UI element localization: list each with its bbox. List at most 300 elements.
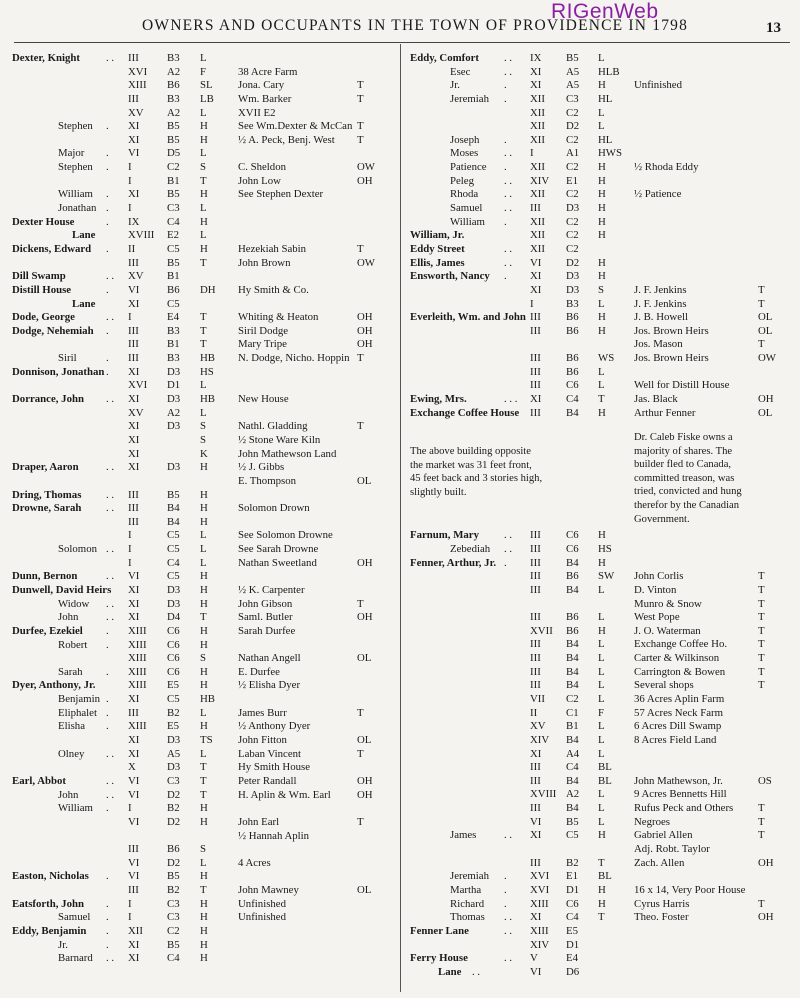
occupant: J. F. Jenkins [634, 283, 687, 296]
ward: III [530, 311, 541, 324]
occupant: Jos. Brown Heirs [634, 324, 709, 337]
leader-dots: . [504, 92, 507, 105]
ward: III [530, 542, 541, 555]
ward: XIII [530, 897, 549, 910]
leader-dots: . [106, 120, 109, 133]
entry-row [408, 120, 794, 134]
ward: VI [128, 788, 140, 801]
leader-dots: . [504, 870, 507, 883]
ward: III [128, 884, 139, 897]
entry-row [408, 857, 794, 871]
plat: D2 [167, 815, 181, 828]
ward: XII [530, 188, 545, 201]
class-code: L [200, 543, 207, 556]
occupant: 38 Acre Farm [238, 65, 298, 78]
ward: III [128, 843, 139, 856]
class-code: H [200, 815, 208, 828]
entry-row [10, 816, 395, 830]
class-code: S [200, 420, 207, 433]
note-line: tried, convicted and hung [634, 486, 742, 498]
leader-dots: . [106, 283, 109, 296]
class-code: T [200, 788, 207, 801]
tenure-code: OH [357, 788, 373, 801]
tenure-code: OH [758, 393, 774, 406]
leader-dots: . [106, 706, 109, 719]
plat: C5 [167, 543, 180, 556]
plat: B6 [566, 352, 579, 365]
occupant: West Pope [634, 611, 680, 624]
leader-dots: . [504, 79, 507, 92]
class-code: H [598, 311, 606, 324]
tenure-code: OS [758, 774, 772, 787]
entry-row [408, 870, 794, 884]
class-code: L [598, 365, 605, 378]
plat: B6 [167, 79, 180, 92]
class-code: H [598, 556, 606, 569]
plat: A5 [566, 65, 580, 78]
tenure-code: T [357, 92, 364, 105]
entry-name: Dexter House [12, 215, 75, 228]
ward: VI [128, 856, 140, 869]
occupant: John Mathewson Land [238, 447, 337, 460]
leader-dots: . [106, 665, 109, 678]
tenure-code: OH [357, 174, 373, 187]
class-code: L [200, 706, 207, 719]
class-code: HLB [598, 65, 620, 78]
occupant: John Brown [238, 256, 291, 269]
entry-row [408, 707, 794, 721]
ward: XV [128, 106, 144, 119]
tenure-code: OH [357, 611, 373, 624]
entry-row [10, 775, 395, 789]
leader-dots: . . [504, 952, 513, 965]
ward: I [128, 802, 132, 815]
ward: XI [530, 911, 542, 924]
plat: D3 [167, 583, 181, 596]
note-line: the market was 31 feet front, [410, 459, 532, 471]
entry-row [10, 748, 395, 762]
ward: XV [128, 406, 144, 419]
ward: II [128, 242, 136, 255]
class-code: L [598, 747, 605, 760]
entry-name: Joseph [450, 133, 480, 146]
entry-row [10, 284, 395, 298]
plat: B3 [566, 297, 579, 310]
occupant: XVII E2 [238, 106, 276, 119]
class-code: H [598, 829, 606, 842]
occupant: John Gibson [238, 597, 293, 610]
entry-name: Easton, Nicholas [12, 870, 89, 883]
occupant: 9 Acres Bennetts Hill [634, 788, 727, 801]
entry-name: Robert [58, 638, 88, 651]
entry-name: Farnum, Mary [410, 529, 479, 542]
ward: XII [530, 229, 545, 242]
class-code: HB [200, 393, 215, 406]
class-code: SL [200, 79, 213, 92]
ward: XI [128, 120, 140, 133]
entry-row [10, 584, 395, 598]
ward: XII [128, 925, 143, 937]
class-code: H [200, 570, 208, 583]
leader-dots: . . [106, 570, 115, 583]
plat: D3 [566, 283, 580, 296]
leader-dots: . . [504, 529, 513, 542]
ward: IX [530, 52, 542, 64]
entry-row [10, 216, 395, 230]
occupant: 4 Acres [238, 856, 271, 869]
ward: XII [530, 133, 545, 146]
entry-row [408, 911, 794, 925]
entry-row [10, 529, 395, 543]
occupant: Exchange Coffee Ho. [634, 638, 728, 651]
ward: VI [530, 965, 542, 978]
entry-row [10, 789, 395, 803]
plat: D1 [566, 883, 580, 896]
ward: V [530, 952, 538, 965]
entry-name: Dyer, Anthony, Jr. [12, 679, 96, 692]
ward: III [128, 488, 139, 501]
entry-name: Jeremiah [450, 92, 489, 105]
class-code: L [598, 733, 605, 746]
entry-name: Everleith, Wm. and John [410, 311, 526, 324]
class-code: LB [200, 92, 214, 105]
entry-name: William [58, 188, 93, 201]
tenure-code: OH [758, 911, 774, 924]
ward: XI [530, 747, 542, 760]
occupant: Siril Dodge [238, 324, 289, 337]
plat: B3 [167, 324, 180, 337]
leader-dots: . . [106, 774, 115, 787]
entry-row [408, 775, 794, 789]
leader-dots: . . [106, 597, 115, 610]
note-line: majority of shares. The [634, 445, 733, 457]
entry-row [10, 884, 395, 898]
entry-row [408, 379, 794, 393]
occupant: Carrington & Bowen [634, 665, 726, 678]
occupant: D. Vinton [634, 583, 677, 596]
entry-row [408, 393, 794, 407]
ward: XVI [128, 65, 148, 78]
entry-name: Dunwell, David Heirs [12, 583, 112, 596]
class-code: L [200, 52, 207, 64]
occupant: J. O. Waterman [634, 624, 701, 637]
entry-row [408, 257, 794, 271]
entry-row [408, 638, 794, 652]
leader-dots: . [106, 693, 109, 706]
plat: C3 [167, 897, 180, 910]
tenure-code: OL [357, 652, 372, 665]
plat: B5 [167, 938, 180, 951]
entry-name: Eddy Street [410, 242, 465, 255]
plat: A2 [167, 65, 181, 78]
class-code: T [598, 856, 605, 869]
note-line: 45 feet back and 3 stories high, [410, 473, 543, 485]
entry-row [10, 175, 395, 189]
ward: XI [128, 938, 140, 951]
page-title: OWNERS AND OCCUPANTS IN THE TOWN OF PROVIDENCE IN 1798 [142, 17, 689, 34]
plat: C2 [566, 133, 579, 146]
class-code: T [598, 393, 605, 406]
plat: C2 [566, 692, 579, 705]
entry-name: Jonathan [58, 202, 97, 215]
ward: XIII [128, 720, 147, 733]
ward: IX [128, 215, 140, 228]
plat: B4 [566, 665, 579, 678]
note-line: Dr. Caleb Fiske owns a [634, 432, 733, 443]
entry-row [408, 107, 794, 121]
note-line: Government. [634, 513, 690, 525]
class-code: L [598, 297, 605, 310]
ward: XI [128, 447, 140, 460]
entry-name: Dring, Thomas [12, 488, 82, 501]
leader-dots: . . [106, 747, 115, 760]
ward: XI [530, 65, 542, 78]
leader-dots: . . [504, 242, 513, 255]
plat: B6 [566, 624, 579, 637]
plat: B4 [566, 638, 579, 651]
occupant: H. Aplin & Wm. Earl [238, 788, 331, 801]
ward: XII [530, 215, 545, 228]
occupant: John Mawney [238, 884, 299, 897]
entry-row [408, 666, 794, 680]
entry-name: Drowne, Sarah [12, 502, 82, 515]
class-code: L [200, 747, 207, 760]
entry-row [10, 939, 395, 953]
occupant: Carter & Wilkinson [634, 652, 720, 665]
tenure-code: T [357, 120, 364, 133]
watermark-brand: RIGenWeb [551, 0, 659, 23]
entry-name: Lane [72, 297, 96, 310]
leader-dots: . . [106, 461, 115, 474]
leader-dots: . [504, 133, 507, 146]
tenure-code: OL [357, 474, 372, 487]
occupant: Several shops [634, 679, 694, 692]
entry-name: Jeremiah [450, 870, 489, 883]
entry-row [408, 338, 794, 352]
plat: B4 [167, 502, 180, 515]
ward: VI [128, 815, 140, 828]
class-code: L [598, 815, 605, 828]
entry-name: Lane [438, 965, 462, 978]
plat: C6 [566, 529, 579, 542]
ward: I [128, 202, 132, 215]
leader-dots: . [106, 215, 109, 228]
class-code: L [598, 52, 605, 64]
ward: I [530, 147, 534, 160]
class-code: BL [598, 774, 612, 787]
plat: C3 [167, 202, 180, 215]
leader-dots: . . [106, 543, 115, 556]
building-note [410, 445, 590, 499]
plat: C3 [566, 92, 579, 105]
entry-name: Ferry House [410, 952, 468, 965]
occupant: See Sarah Drowne [238, 543, 319, 556]
class-code: L [598, 638, 605, 651]
class-code: BL [598, 761, 612, 774]
tenure-code: T [758, 597, 765, 610]
class-code: H [200, 242, 208, 255]
plat: E4 [167, 311, 179, 324]
entry-row [408, 52, 794, 66]
leader-dots: . . [106, 311, 115, 324]
plat: C4 [167, 556, 180, 569]
leader-dots: . . [504, 147, 513, 160]
entry-name: Peleg [450, 174, 474, 187]
class-code: H [598, 229, 606, 242]
entry-row [408, 966, 794, 980]
occupant: Jos. Mason [634, 338, 683, 351]
entry-name: William, Jr. [410, 229, 465, 242]
occupant: Hy Smith & Co. [238, 283, 309, 296]
note-line: slightly built. [410, 486, 467, 498]
plat: B5 [167, 188, 180, 201]
header-rule [14, 42, 790, 43]
entry-row [10, 625, 395, 639]
class-code: H [598, 883, 606, 896]
leader-dots: . . [504, 829, 513, 842]
entry-row [10, 298, 395, 312]
leader-dots: . [106, 720, 109, 733]
entry-row [10, 93, 395, 107]
plat: A2 [167, 106, 181, 119]
entry-row [10, 830, 395, 844]
class-code: H [200, 120, 208, 133]
entry-row [10, 652, 395, 666]
plat: B4 [167, 515, 180, 528]
ward: III [530, 652, 541, 665]
entry-row [408, 843, 794, 857]
entry-row [10, 734, 395, 748]
ward: XIII [128, 638, 147, 651]
occupant: Unfinished [238, 897, 286, 910]
leader-dots: . . [504, 256, 513, 269]
class-code: L [598, 652, 605, 665]
ward: XI [530, 270, 542, 283]
entry-row [10, 134, 395, 148]
plat: B3 [167, 352, 180, 365]
entry-row [10, 352, 395, 366]
class-code: L [200, 147, 207, 160]
occupant: Adj. Robt. Taylor [634, 843, 710, 856]
ward: I [128, 311, 132, 324]
tenure-code: T [758, 829, 765, 842]
class-code: H [200, 488, 208, 501]
ward: XIII [128, 652, 147, 665]
entry-name: Olney [58, 747, 85, 760]
plat: C6 [167, 665, 180, 678]
entry-name: Eatsforth, John [12, 897, 84, 910]
entry-name: Major [58, 147, 85, 160]
class-code: H [200, 583, 208, 596]
note-line: committed treason, was [634, 472, 735, 484]
entry-row [10, 311, 395, 325]
tenure-code: OH [357, 311, 373, 324]
plat: E5 [566, 924, 578, 937]
class-code: HB [200, 352, 215, 365]
entry-row [408, 134, 794, 148]
occupant: 57 Acres Neck Farm [634, 706, 724, 719]
note-line: builder fled to Canada, [634, 459, 732, 471]
occupant: Unfinished [634, 79, 682, 92]
ward: VI [128, 774, 140, 787]
leader-dots: . [106, 911, 109, 924]
plat: C3 [167, 774, 180, 787]
entry-name: Durfee, Ezekiel [12, 624, 83, 637]
ward: III [530, 556, 541, 569]
class-code: H [598, 188, 606, 201]
plat: A2 [167, 406, 181, 419]
entry-row [408, 898, 794, 912]
plat: B5 [167, 133, 180, 146]
plat: C2 [167, 925, 180, 937]
plat: D1 [566, 938, 580, 951]
ward: XII [530, 120, 545, 133]
ward: VII [530, 692, 545, 705]
plat: C6 [167, 638, 180, 651]
tenure-code: T [357, 815, 364, 828]
occupant: 8 Acres Field Land [634, 733, 717, 746]
plat: C3 [167, 911, 180, 924]
entry-row [10, 107, 395, 121]
ward: XII [530, 161, 545, 174]
plat: C2 [566, 215, 579, 228]
ward: XI [128, 393, 140, 406]
entry-name: Samuel [58, 911, 91, 924]
ward: III [128, 352, 139, 365]
tenure-code: T [758, 624, 765, 637]
ward: I [128, 174, 132, 187]
class-code: L [200, 106, 207, 119]
entry-row [10, 66, 395, 80]
ward: VI [530, 815, 542, 828]
entry-name: Dorrance, John [12, 393, 84, 406]
class-code: H [200, 502, 208, 515]
tenure-code: T [357, 79, 364, 92]
entry-row [10, 448, 395, 462]
class-code: L [598, 583, 605, 596]
leader-dots: . [106, 624, 109, 637]
occupant: 36 Acres Aplin Farm [634, 692, 725, 705]
entry-row [10, 120, 395, 134]
ward: XVI [128, 379, 148, 392]
plat: C4 [566, 911, 579, 924]
class-code: H [598, 270, 606, 283]
plat: D3 [167, 461, 181, 474]
ward: I [128, 897, 132, 910]
entry-name: Benjamin [58, 693, 100, 706]
class-code: H [598, 324, 606, 337]
leader-dots: . [504, 215, 507, 228]
class-code: T [200, 338, 207, 351]
entry-name: Dill Swamp [12, 270, 66, 283]
occupant: John Mathewson, Jr. [634, 774, 723, 787]
class-code: HL [598, 133, 613, 146]
tenure-code: T [758, 897, 765, 910]
leader-dots: . . [106, 52, 115, 64]
occupant: C. Sheldon [238, 161, 286, 174]
plat: B1 [167, 270, 180, 283]
left-column [10, 52, 395, 966]
plat: B5 [566, 815, 579, 828]
entry-row [10, 557, 395, 571]
ward: III [128, 502, 139, 515]
class-code: HB [200, 693, 215, 706]
entry-row [408, 788, 794, 802]
class-code: H [200, 597, 208, 610]
class-code: L [200, 406, 207, 419]
class-code: H [598, 624, 606, 637]
entry-row [408, 161, 794, 175]
